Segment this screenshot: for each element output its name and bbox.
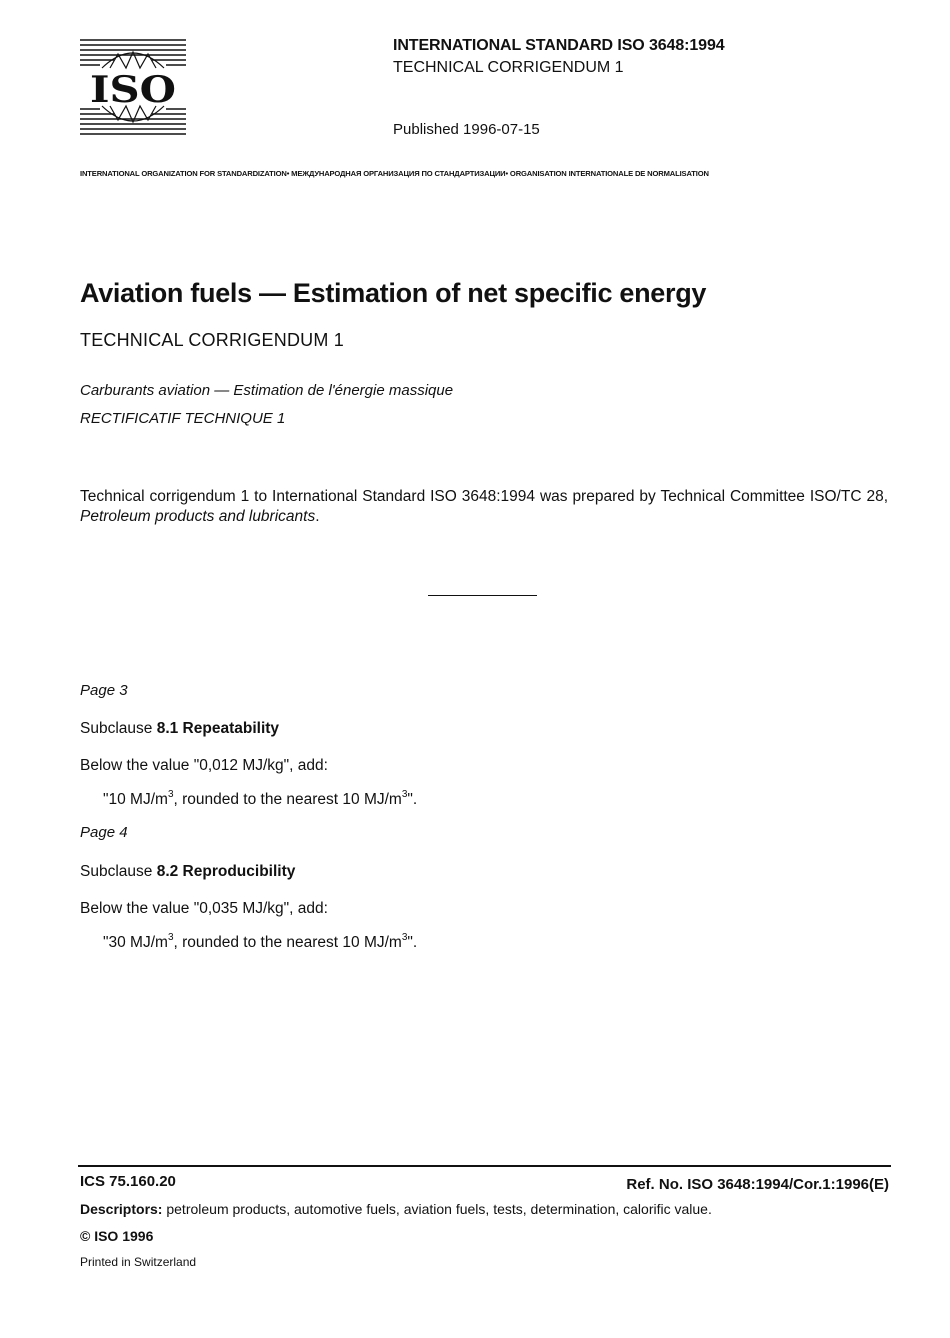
subclause-heading: Subclause 8.1 Repeatability — [80, 720, 280, 737]
french-title: Carburants aviation — Estimation de l'énergie massique — [80, 382, 454, 399]
iso-logo — [80, 38, 186, 136]
correction-insert: "10 $MJ/m^3$, rounded to the nearest 10 $MJ/m^3$". — [103, 789, 418, 808]
document-title: Aviation fuels — Estimation of net specific energy — [80, 278, 707, 308]
correction-insert: "30 $MJ/m^3$, rounded to the nearest 10 $MJ/m^3$". — [103, 932, 418, 951]
corrigendum-label: TECHNICAL CORRIGENDUM 1 — [393, 59, 624, 76]
subclause-heading: Subclause 8.2 Reproducibility — [80, 863, 296, 880]
copyright: © ISO 1996 — [80, 1228, 154, 1244]
correction-instruction: Below the value "0,035 MJ/kg", add: — [80, 900, 328, 917]
iso-logo-text: ISO — [90, 69, 176, 111]
reference-number: Ref. No. ISO 3648:1994/Cor.1:1996(E) — [626, 1176, 889, 1193]
organization-line: INTERNATIONAL ORGANIZATION FOR STANDARDIZATION• МЕЖДУНАРОДНАЯ ОРГАНИЗАЦИЯ ПО СТАНДАРТИЗАЦИИ• ORGANISATION INTERNATIONALE DE NORMALISATION — [80, 169, 709, 178]
footer-rule — [78, 1165, 891, 1167]
committee-title: Petroleum products and lubricants — [80, 508, 316, 525]
correction-instruction: Below the value "0,012 MJ/kg", add: — [80, 757, 328, 774]
french-subtitle: RECTIFICATIF TECHNIQUE 1 — [80, 410, 286, 427]
descriptors: Descriptors: petroleum products, automotive fuels, aviation fuels, tests, determination, calorific value. — [80, 1201, 712, 1217]
printed-in: Printed in Switzerland — [80, 1255, 197, 1269]
section-divider — [428, 595, 537, 596]
page-reference: Page 3 — [80, 682, 128, 699]
page-reference: Page 4 — [80, 824, 128, 841]
ics-code: ICS 75.160.20 — [80, 1173, 176, 1190]
publication-date: Published 1996-07-15 — [393, 121, 540, 138]
document-subtitle: TECHNICAL CORRIGENDUM 1 — [80, 330, 344, 350]
standard-number: INTERNATIONAL STANDARD ISO 3648:1994 — [393, 37, 725, 54]
intro-paragraph: Technical corrigendum 1 to International Standard ISO 3648:1994 was prepared by Technical Committee ISO/TC 28, Petroleum products and lubricants. — [80, 488, 888, 525]
